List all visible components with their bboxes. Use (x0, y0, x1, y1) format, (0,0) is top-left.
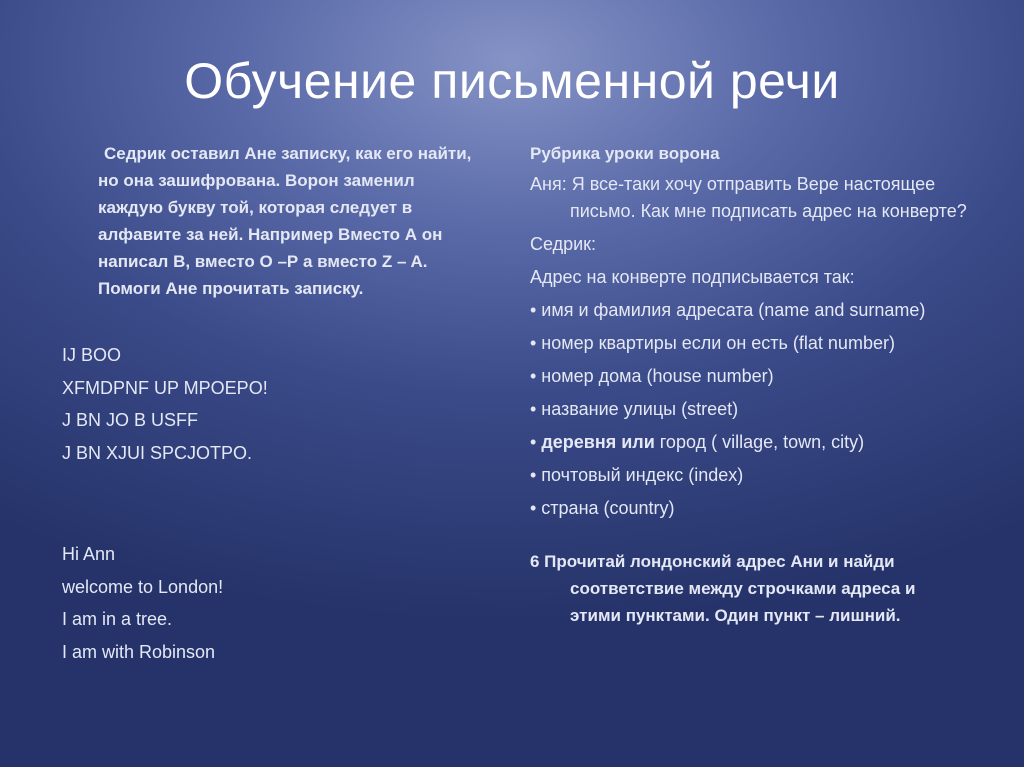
bullet-item-country: • страна (country) (530, 498, 675, 518)
decoded-line: I am in a tree. (62, 609, 173, 629)
bullet-item-street: • название улицы (street) (530, 399, 739, 419)
riddle-text: Седрик оставил Ане записку, как его найти, но она зашифрована. Ворон заменил каждую букву той, которая следует в алфавите за ней. Например Вместо А он написал В, вместо О –Р а вместо Z – A. Помоги Ане прочитать записку. (98, 144, 472, 298)
address-intro: Адрес на конверте подписывается так: (530, 267, 855, 287)
bullet-item-city (530, 429, 970, 456)
cipher-line: J BN XJUI SPCJOTPO. (62, 442, 253, 463)
decoded-line: welcome to London! (62, 576, 224, 597)
bullet-item-index: • почтовый индекс (index) (530, 465, 744, 485)
ann-question: Аня: Я все-таки хочу отправить Вере настоящее письмо. Как мне подписать адрес на конверте? (530, 174, 967, 221)
bullet-item-name: • имя и фамилия адресата (name and surname) (530, 300, 926, 320)
decoded-line: Hi Ann (62, 544, 116, 564)
right-column (530, 140, 970, 629)
slide-title: Обучение письменной речи (184, 53, 840, 109)
bullet-item-flat: • номер квартиры если он есть (flat number) (530, 333, 895, 353)
bullet-prefix: • (530, 432, 542, 452)
city-rest: город ( village, town, city) (654, 432, 865, 452)
cipher-line: IJ BOO (62, 345, 122, 365)
decoded-line: I am with Robinson (62, 641, 216, 662)
cipher-message (62, 339, 482, 469)
section-heading: Рубрика уроки ворона (530, 144, 720, 163)
cedric-label: Седрик: (530, 234, 597, 254)
bullet-item-house: • номер дома (house number) (530, 366, 774, 386)
cipher-line: J BN JO B USFF (62, 410, 199, 430)
village-or-label: деревня или (541, 432, 655, 452)
cipher-line: XFMDPNF UP MPOEPO! (62, 377, 268, 398)
decoded-message (62, 538, 482, 668)
left-column (62, 140, 482, 668)
task-text: 6 Прочитай лондонский адрес Ани и найди соответствие между строчками адреса и этими пунктами. Один пункт – лишний. (530, 552, 916, 625)
